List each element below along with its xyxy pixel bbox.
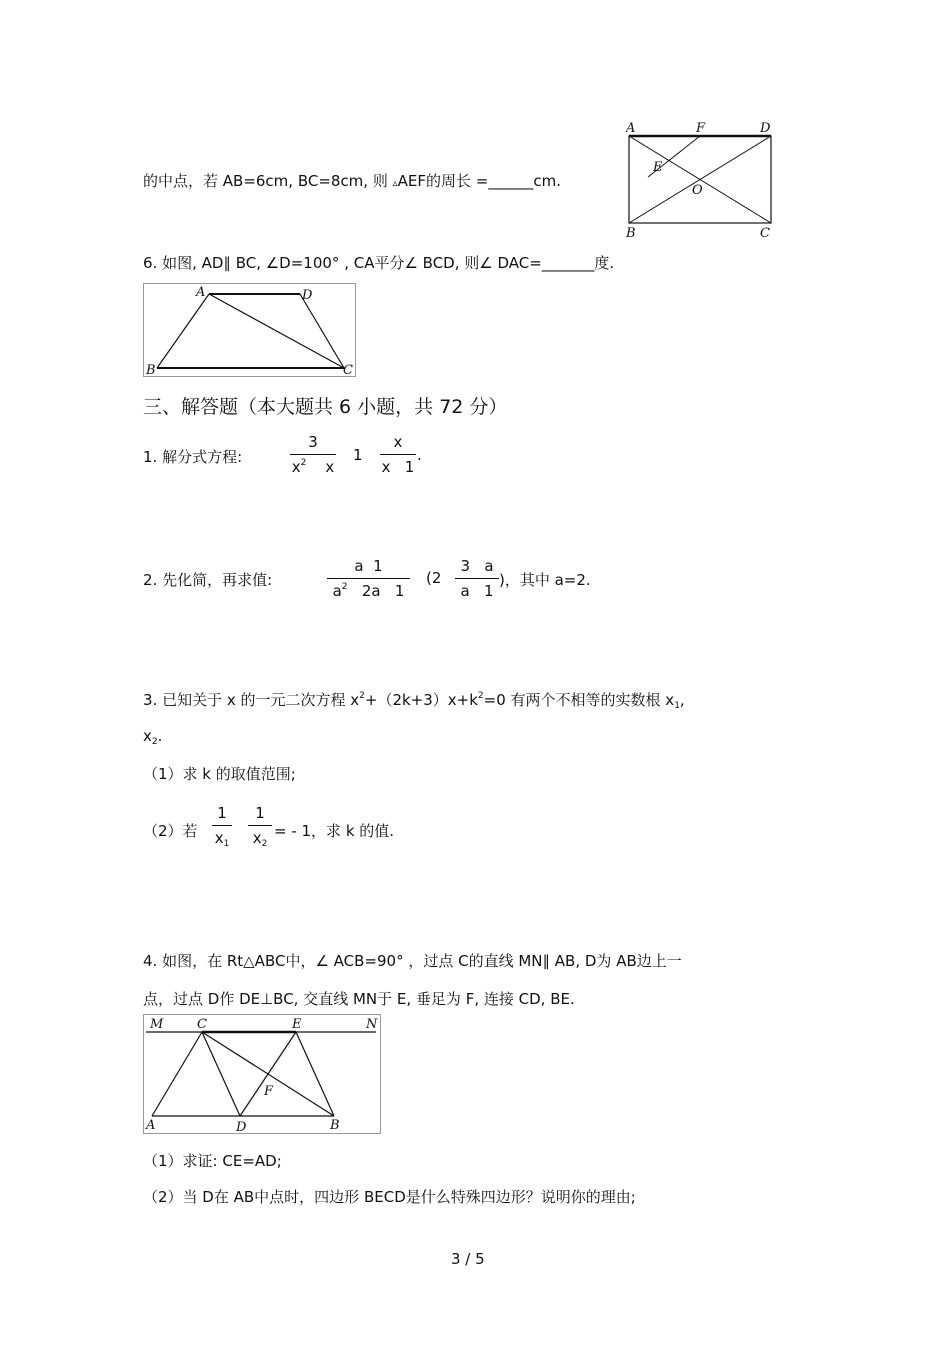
p4-part-2: （2）当 D在 AB中点时，四边形 BECD是什么特殊四边形？说明你的理由; [143,1188,636,1206]
p2-frac2-denominator: a 1 [460,582,494,600]
label-O: O [692,183,703,198]
label-F: F [264,1084,274,1099]
p3-part-2-label: （2）若 [143,822,198,840]
label-B: B [330,1118,340,1133]
figure-rectangle [626,121,774,238]
p2-frac1-denominator: $a^2$ 2a 1 [332,582,405,600]
q6-text: 6. 如图, AD∥ BC, ∠D=100° , CA平分∠ BCD, 则∠ DAC= [143,254,542,272]
p1-frac1-numerator: 3 [308,433,318,451]
label-D: D [236,1120,247,1133]
q6-tail: 度. [594,254,615,272]
q5-text-2: AEF的周长 = [397,172,489,190]
label-D: D [302,288,313,303]
p2-open: (2 [426,569,442,587]
p3-frac2-numerator: 1 [255,804,265,822]
p2-frac1-numerator: a 1 [354,557,383,575]
q5-line [143,170,561,191]
p1-frac2-numerator: x [393,433,403,451]
p4-line-2: 点，过点 D作 DE⊥BC, 交直线 MN于 E, 垂足为 F, 连接 CD, BE. [143,990,575,1008]
p1-middle: 1 [353,446,363,464]
p3-line-1: 3. 已知关于 x 的一元二次方程 $x^2+(2k+3)x+k^2=0$ 有两个不相等的实数根 $x_1$, [143,691,685,711]
label-A: A [146,1118,156,1133]
p3-frac1-numerator: 1 [217,804,227,822]
q6-answer-blank[interactable]: _______ [541,254,595,272]
label-B: B [626,226,636,238]
p3-frac2-denominator: $x_2$ [252,829,268,849]
p4-part-1: （1）求证: CE=AD; [143,1152,282,1170]
p3-part-1: （1）求 k 的取值范围; [143,765,296,783]
p1-frac1-denominator: $x^2$ x [291,458,335,476]
q5-text: 的中点，若 AB=6cm, BC=8cm, 则 [143,172,393,190]
section-3-heading: 三、解答题（本大题共 6 小题，共 72 分） [143,396,508,418]
p4-line-1: 4. 如图，在 Rt△ABC中，∠ ACB=90° ，过点 C的直线 MN∥ AB, D为 AB边上一 [143,952,682,970]
q5-unit: cm. [533,172,561,190]
p2-frac2-numerator: 3 a [460,557,494,575]
p3-line-2: $x_2$. [143,727,163,747]
p1-frac2-denominator: x 1 [381,458,415,476]
label-A: A [626,121,636,136]
label-C: C [197,1017,207,1032]
label-C: C [343,363,353,376]
p2-label: 2. 先化简，再求值: [143,571,273,589]
label-E: E [292,1017,302,1032]
label-E: E [653,160,663,175]
label-C: C [760,226,770,238]
label-N: N [366,1017,378,1032]
q6-line [143,252,614,273]
label-B: B [146,363,156,376]
q5-answer-blank[interactable]: ______ [488,172,534,190]
triangle-symbol: ▵ [392,178,398,189]
p3-frac1-denominator: $x_1$ [214,829,230,849]
label-D: D [760,121,771,136]
p1-label: 1. 解分式方程: [143,448,243,466]
label-A: A [196,285,206,300]
figure-trapezoid [143,283,356,377]
p2-close: )，其中 a=2. [499,571,591,589]
label-M: M [150,1017,164,1032]
label-F: F [696,121,706,136]
p1-end: . [417,446,422,464]
p3-part-2-tail: = - 1，求 k 的值. [274,822,395,840]
page-number: 3 / 5 [451,1250,485,1268]
figure-triangle [143,1014,381,1134]
